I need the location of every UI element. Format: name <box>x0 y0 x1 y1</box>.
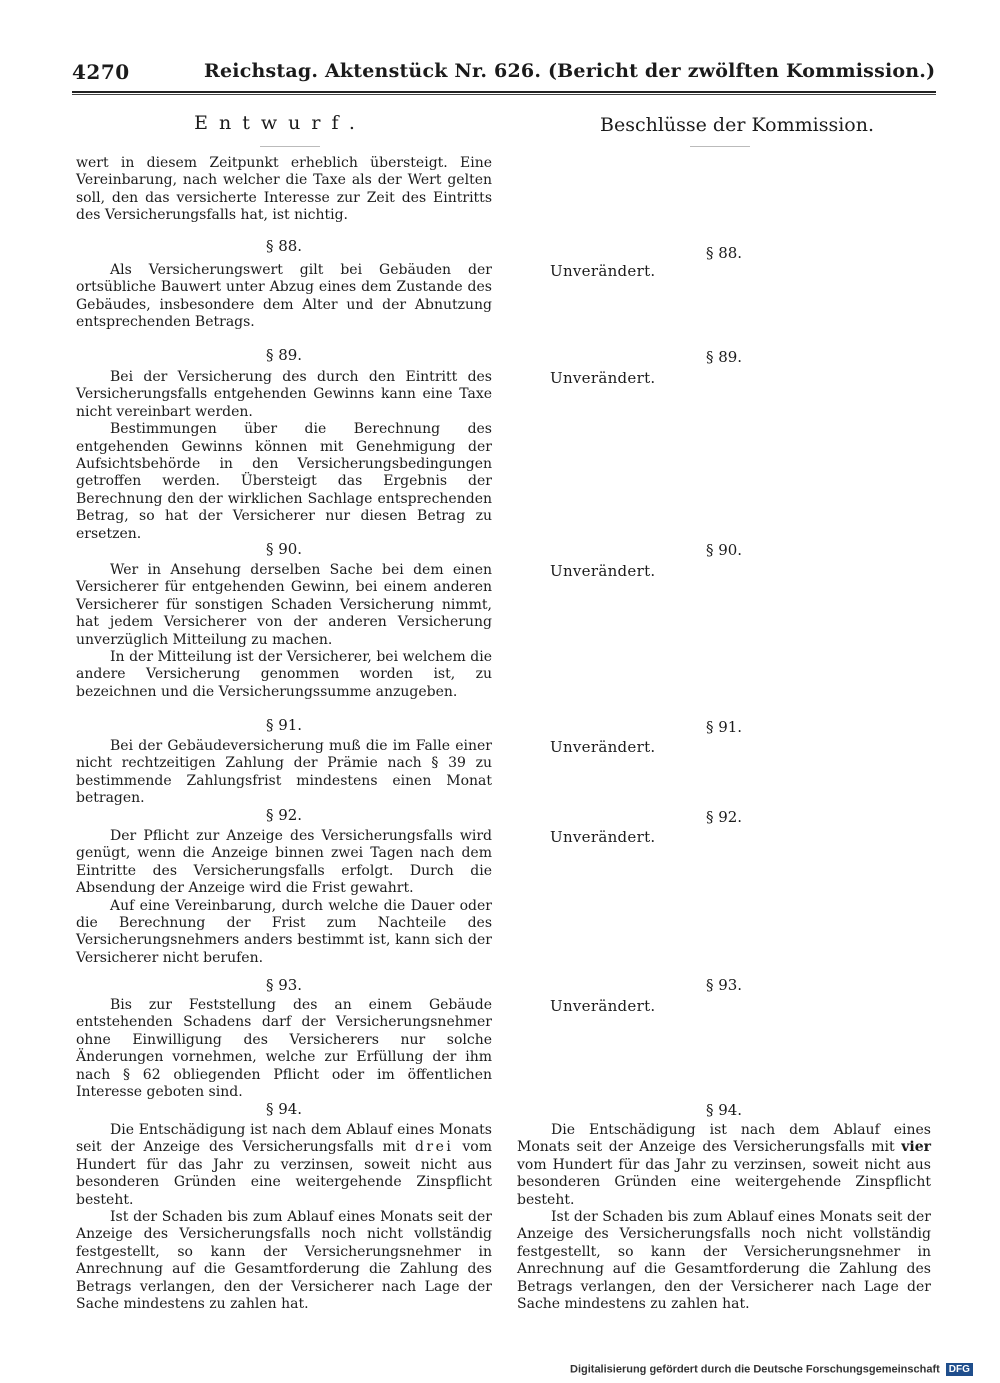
unchanged-label-89: Unverändert. <box>550 369 656 387</box>
paragraph: Bei der Versicherung des durch den Eintritt des Versicherungsfalls entgehenden Gewinns kann eine Taxe nicht vereinbart werden. <box>76 369 492 420</box>
paragraph: Bestimmungen über die Berechnung des entgehenden Gewinns können mit Genehmigung der Aufsichtsbehörde in den Versicherungsbedingungen getroffen werden. Übersteigt das Ergebnis der Berechnung den der wirklichen Sachlage entsprechenden Betrag, so hat der Versicherer nur diesen Betrag zu ersetzen. <box>76 421 492 542</box>
section-label-right-94: § 94. <box>705 1101 743 1119</box>
running-head: Reichstag. Aktenstück Nr. 626. (Bericht der zwölften Kommission.) <box>204 60 936 82</box>
paragraph: Ist der Schaden bis zum Ablauf eines Monats seit der Anzeige des Versicherungsfalls noch nicht vollständig festgestellt, so kann der Versicherungsnehmer in Anrechnung auf die Gesamtforderung die Zahlung des Betrags verlangen, den der Versicherer nach Lage der Sache mindestens zu zahlen hat. <box>76 1209 492 1313</box>
section-label-left-94: § 94. <box>265 1100 303 1118</box>
emphasis-rate: vier <box>901 1139 931 1156</box>
section-label-right-89: § 89. <box>705 348 743 366</box>
section-text-93 <box>76 997 492 1101</box>
section-text-88 <box>76 262 492 332</box>
heading-rule-left <box>260 146 320 147</box>
heading-rule-right <box>690 146 750 147</box>
section-text-92 <box>76 828 492 967</box>
emphasis-rate: drei <box>414 1139 454 1156</box>
continuation-text <box>76 155 492 225</box>
paragraph: Ist der Schaden bis zum Ablauf eines Monats seit der Anzeige des Versicherungsfalls noch nicht vollständig festgestellt, so kann der Versicherungsnehmer in Anrechnung auf die Gesamtforderung die Zahlung des Betrags verlangen, den der Versicherer nach Lage der Sache mindestens zu zahlen hat. <box>517 1209 931 1313</box>
paragraph: In der Mitteilung ist der Versicherer, bei welchem die andere Versicherung genommen worden ist, zu bezeichnen und die Versicherungssumme anzugeben. <box>76 649 492 700</box>
text-run: Die Entschädigung ist nach dem Ablauf eines Monats seit der Anzeige des Versicherungsfalls mit <box>517 1122 931 1156</box>
section-label-left-90: § 90. <box>265 540 303 558</box>
column-heading-resolutions: Beschlüsse der Kommission. <box>600 114 874 136</box>
digitization-footer <box>570 1363 973 1376</box>
unchanged-label-92: Unverändert. <box>550 828 656 846</box>
unchanged-label-90: Unverändert. <box>550 562 656 580</box>
paragraph: Als Versicherungswert gilt bei Gebäuden der ortsübliche Bauwert unter Abzug eines dem Zustande des Gebäudes, insbesondere dem Alter und der Abnutzung entsprechenden Betrags. <box>76 262 492 331</box>
text-run: vom Hundert für das Jahr zu verzinsen, soweit nicht aus besonderen Gründen eine weitergehende Zinspflicht besteht. <box>517 1156 931 1208</box>
unchanged-label-88: Unverändert. <box>550 262 656 280</box>
paragraph: Der Pflicht zur Anzeige des Versicherungsfalls wird genügt, wenn die Anzeige binnen zwei Tagen nach dem Eintritte des Versicherungsfalls erfolgt. Durch die Absendung der Anzeige wird die Frist gewahrt. <box>76 828 492 897</box>
page-header <box>72 60 936 90</box>
section-text-94-resolution <box>517 1122 931 1313</box>
footer-text: Digitalisierung gefördert durch die Deutsche Forschungsgemeinschaft <box>570 1363 940 1376</box>
section-label-right-92: § 92. <box>705 808 743 826</box>
header-rule-thin <box>72 94 936 95</box>
paragraph: wert in diesem Zeitpunkt erheblich übersteigt. Eine Vereinbarung, nach welcher die Taxe als der Wert gelten soll, den das versicherte Interesse zur Zeit des Eintritts des Versicherungsfalls hat, ist nichtig. <box>76 155 492 224</box>
paragraph: Bei der Gebäudeversicherung muß die im Falle einer nicht rechtzeitigen Zahlung der Prämie nach § 39 zu bestimmende Zahlungsfrist mindestens einen Monat betragen. <box>76 738 492 807</box>
text-run: Die Entschädigung ist nach dem Ablauf eines Monats seit der Anzeige des Versicherungsfalls mit <box>76 1122 492 1156</box>
section-label-right-90: § 90. <box>705 541 743 559</box>
section-text-94-draft <box>76 1122 492 1313</box>
section-label-right-91: § 91. <box>705 718 743 736</box>
column-heading-draft: Entwurf. <box>194 112 366 134</box>
dfg-logo-icon: DFG <box>946 1363 973 1376</box>
section-label-left-93: § 93. <box>265 976 303 994</box>
section-text-91 <box>76 738 492 808</box>
unchanged-label-93: Unverändert. <box>550 997 656 1015</box>
paragraph: Wer in Ansehung derselben Sache bei dem einen Versicherer für entgehenden Gewinn, bei einem anderen Versicherer für sonstigen Schaden Versicherung nimmt, hat jedem Versicherer von der anderen Versicherung unverzüglich Mitteilung zu machen. <box>76 562 492 648</box>
section-label-right-88: § 88. <box>705 244 743 262</box>
text-run: vom Hundert für das Jahr zu verzinsen, soweit nicht aus besonderen Gründen eine weitergehende Zinspflicht besteht. <box>76 1139 492 1208</box>
section-label-left-92: § 92. <box>265 806 303 824</box>
section-label-right-93: § 93. <box>705 976 743 994</box>
paragraph <box>517 1122 931 1209</box>
section-label-left-89: § 89. <box>265 346 303 364</box>
header-rule <box>72 91 936 93</box>
paragraph: Bis zur Feststellung des an einem Gebäude entstehenden Schadens darf der Versicherungsnehmer ohne Einwilligung des Versicherers nur solche Änderungen vornehmen, welche zur Erfüllung der ihm nach § 62 obliegenden Pflicht oder im öffentlichen Interesse geboten sind. <box>76 997 492 1101</box>
section-label-left-91: § 91. <box>265 716 303 734</box>
page-number: 4270 <box>72 60 130 84</box>
section-text-89 <box>76 369 492 543</box>
paragraph: Auf eine Vereinbarung, durch welche die Dauer oder die Berechnung der Frist zum Nachteile des Versicherungsnehmers anders bestimmt ist, kann sich der Versicherer nicht berufen. <box>76 897 492 966</box>
section-text-90 <box>76 562 492 701</box>
section-label-left-88: § 88. <box>265 237 303 255</box>
paragraph <box>76 1122 492 1209</box>
unchanged-label-91: Unverändert. <box>550 738 656 756</box>
